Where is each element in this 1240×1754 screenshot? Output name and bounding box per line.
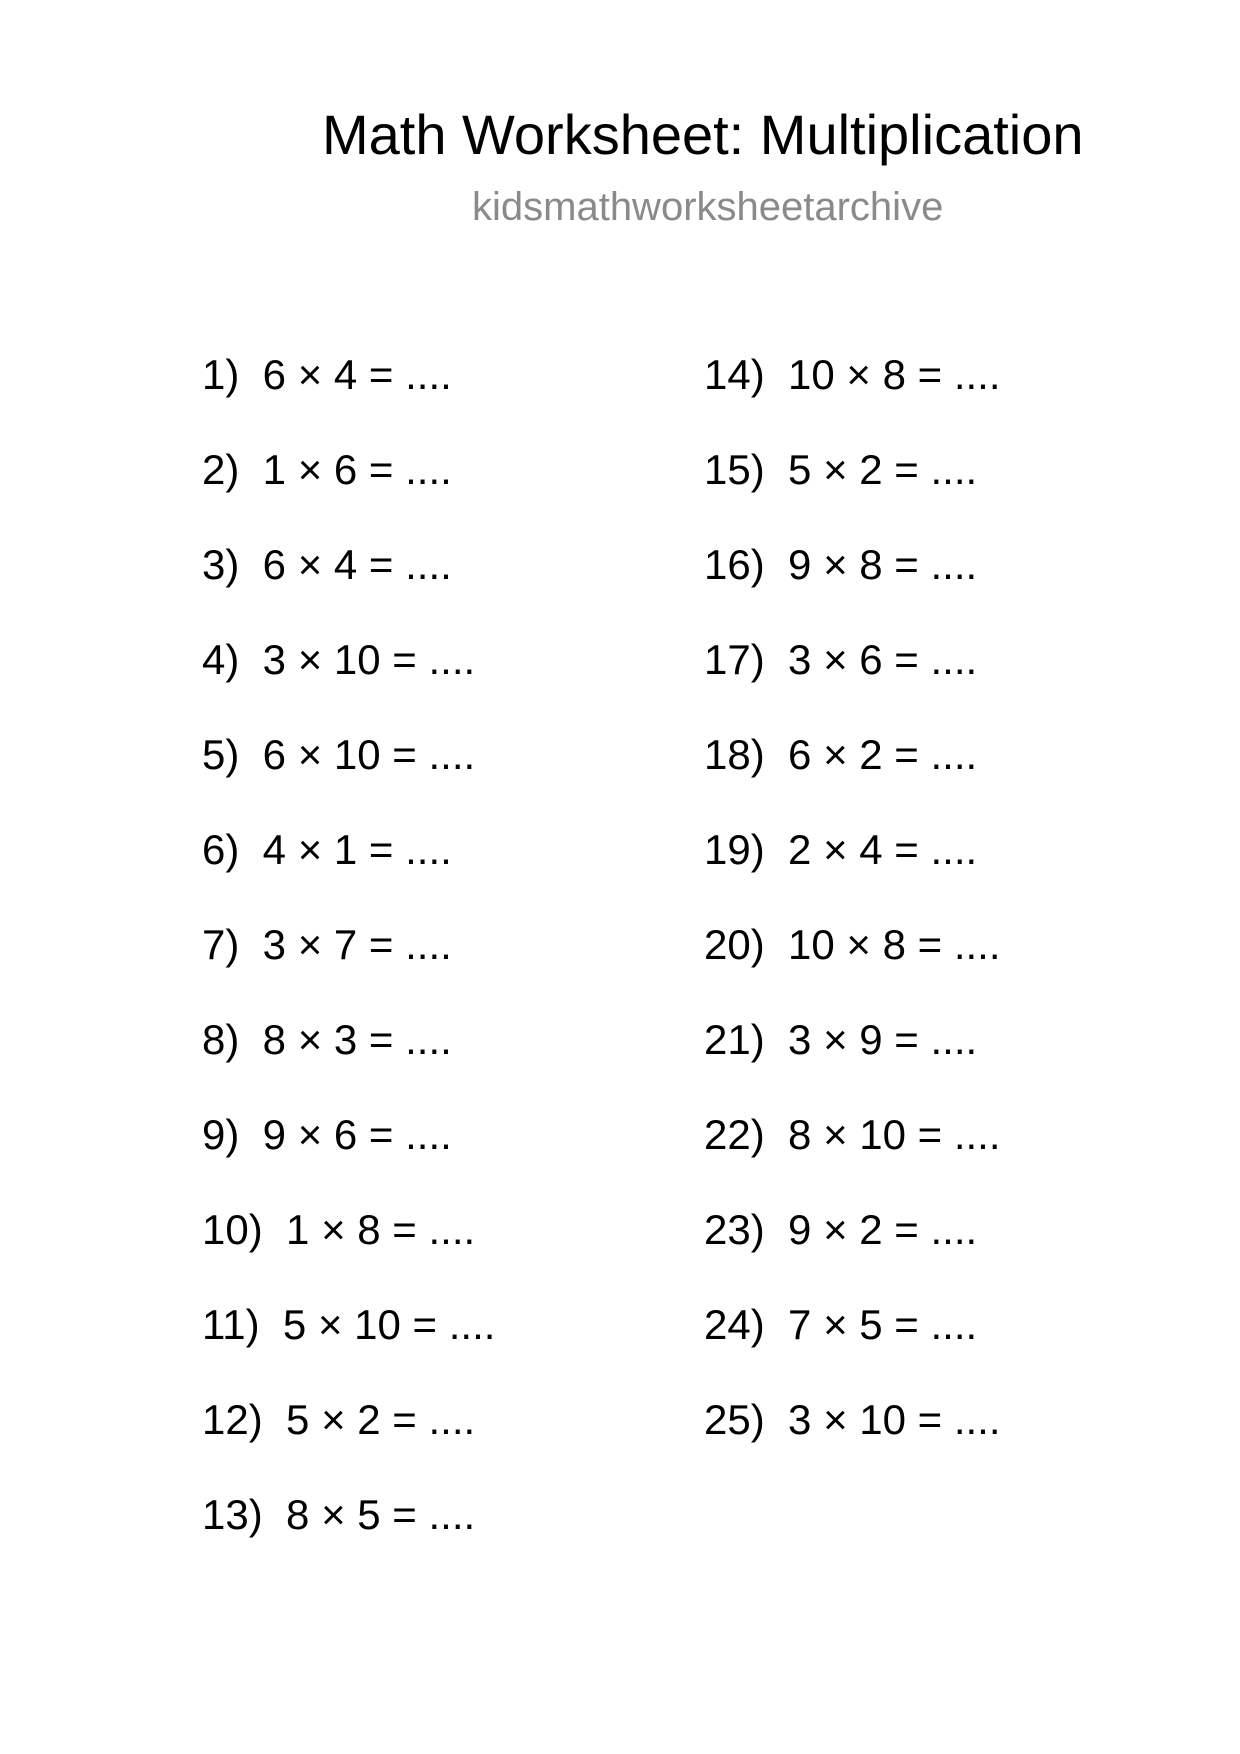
problem-15: 15) 5 × 2 = .... (704, 446, 978, 493)
problem-11: 11) 5 × 10 = .... (202, 1301, 496, 1348)
problem-5: 5) 6 × 10 = .... (202, 731, 476, 778)
problem-17: 17) 3 × 6 = .... (704, 636, 978, 683)
problem-1: 1) 6 × 4 = .... (202, 351, 452, 398)
problem-16: 16) 9 × 8 = .... (704, 541, 978, 588)
problem-3: 3) 6 × 4 = .... (202, 541, 452, 588)
problem-list-left (202, 350, 495, 1585)
problem-4: 4) 3 × 10 = .... (202, 636, 476, 683)
problem-7: 7) 3 × 7 = .... (202, 921, 452, 968)
problem-12: 12) 5 × 2 = .... (202, 1396, 476, 1443)
problem-25: 25) 3 × 10 = .... (704, 1396, 1001, 1443)
problem-18: 18) 6 × 2 = .... (704, 731, 978, 778)
problem-10: 10) 1 × 8 = .... (202, 1206, 476, 1253)
problem-19: 19) 2 × 4 = .... (704, 826, 978, 873)
problem-list-right (704, 350, 1001, 1490)
page-title: Math Worksheet: Multiplication (322, 103, 1084, 166)
problem-2: 2) 1 × 6 = .... (202, 446, 452, 493)
problem-22: 22) 8 × 10 = .... (704, 1111, 1001, 1158)
problem-23: 23) 9 × 2 = .... (704, 1206, 978, 1253)
problem-20: 20) 10 × 8 = .... (704, 921, 1001, 968)
problem-14: 14) 10 × 8 = .... (704, 351, 1001, 398)
problem-21: 21) 3 × 9 = .... (704, 1016, 978, 1063)
problem-8: 8) 8 × 3 = .... (202, 1016, 452, 1063)
problem-9: 9) 9 × 6 = .... (202, 1111, 452, 1158)
page-subtitle: kidsmathworksheetarchive (472, 185, 944, 229)
problem-13: 13) 8 × 5 = .... (202, 1491, 476, 1538)
problem-6: 6) 4 × 1 = .... (202, 826, 452, 873)
problem-24: 24) 7 × 5 = .... (704, 1301, 978, 1348)
